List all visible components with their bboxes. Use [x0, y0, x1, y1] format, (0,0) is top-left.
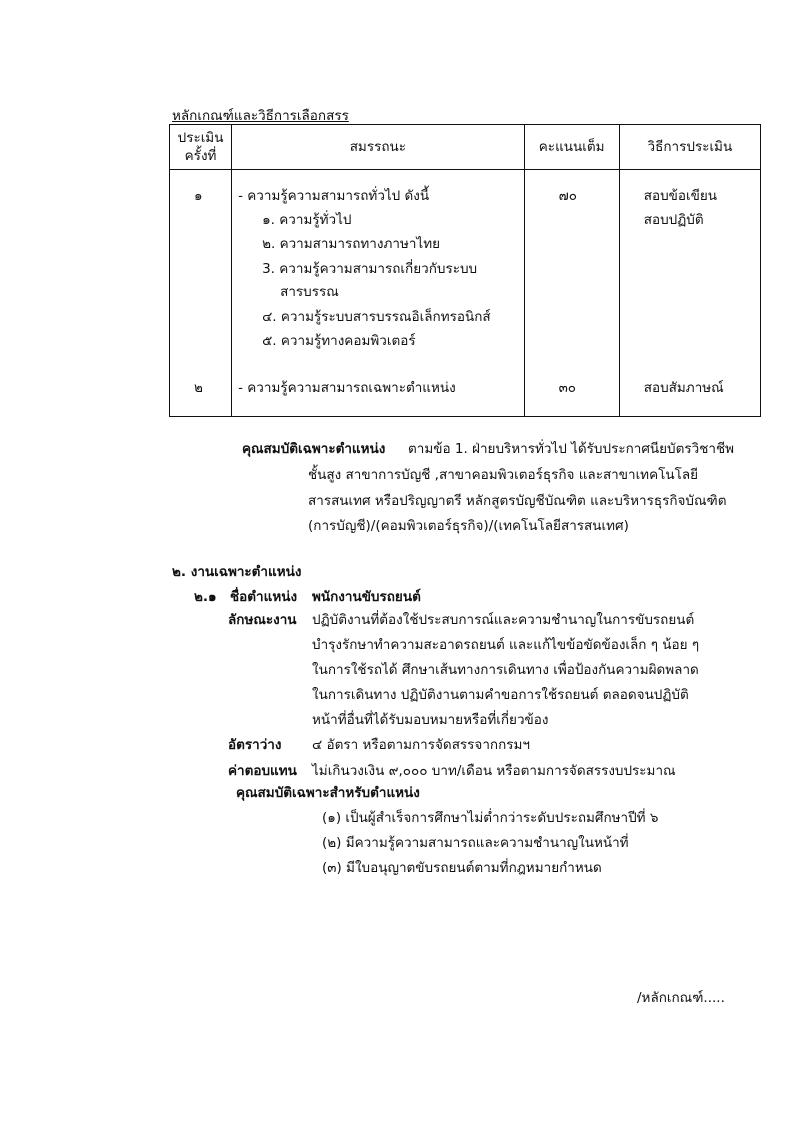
- table-header-row: [170, 125, 761, 170]
- qualification-item: (๓) มีใบอนุญาตขับรถยนต์ตามที่กฎหมายกำหนด: [322, 860, 602, 876]
- table-caption: หลักเกณฑ์และวิธีการเลือกสรร: [172, 108, 349, 124]
- pay-label: ค่าตอบแทน: [228, 763, 297, 779]
- method-2: สอบสัมภาษณ์: [643, 380, 724, 396]
- section-2-1-number: ๒.๑: [194, 589, 217, 605]
- method-cell: [619, 170, 760, 417]
- header-round-line2: ครั้งที่: [184, 148, 217, 164]
- round-2: ๒: [194, 380, 203, 396]
- competency-cell: [232, 170, 524, 417]
- qualification-label: คุณสมบัติเฉพาะตำแหน่ง: [242, 441, 386, 457]
- header-round-line1: ประเมิน: [177, 130, 224, 146]
- header-round: [170, 125, 232, 170]
- pay-value: ไม่เกินวงเงิน ๙,๐๐๐ บาท/เดือน หรือตามการจัดสรรงบประมาณ: [312, 763, 676, 779]
- method-1-line1: สอบข้อเขียน: [643, 188, 717, 204]
- competency-item: ๕. ความรู้ทางคอมพิวเตอร์: [262, 333, 416, 349]
- duty-line: ในการเดินทาง ปฏิบัติงานตามคำขอการใช้รถยนต์ ตลอดจนปฏิบัติ: [312, 687, 689, 703]
- competency-title-2: - ความรู้ความสามารถเฉพาะตำแหน่ง: [238, 380, 456, 396]
- header-method: วิธีการประเมิน: [619, 125, 760, 170]
- selection-criteria-table: [169, 124, 761, 417]
- header-full-score: คะแนนเต็ม: [524, 125, 619, 170]
- round-1: ๑: [194, 188, 203, 204]
- score-1: ๗๐: [558, 188, 577, 204]
- competency-item: 3. ความรู้ความสามารถเกี่ยวกับระบบ: [262, 261, 478, 277]
- qualification-item: (๑) เป็นผู้สำเร็จการศึกษาไม่ต่ำกว่าระดับประถมศึกษาปีที่ ๖: [322, 810, 659, 826]
- duty-label: ลักษณะงาน: [228, 612, 297, 628]
- competency-item: ๒. ความสามารถทางภาษาไทย: [262, 236, 441, 252]
- competency-item: ๔. ความรู้ระบบสารบรรณอิเล็กทรอนิกส์: [262, 309, 491, 325]
- duty-line: ปฏิบัติงานที่ต้องใช้ประสบการณ์และความชำนาญในการขับรถยนต์: [312, 612, 695, 628]
- position-value: พนักงานขับรถยนต์: [312, 589, 421, 605]
- table-row: [170, 170, 761, 417]
- header-competency: สมรรถนะ: [232, 125, 524, 170]
- duty-line: หน้าที่อื่นที่ได้รับมอบหมายหรือที่เกี่ยวข้อง: [312, 712, 549, 728]
- vacancy-label: อัตราว่าง: [228, 737, 282, 753]
- score-2: ๓๐: [558, 380, 577, 396]
- duty-line: บำรุงรักษาทำความสะอาดรถยนต์ และแก้ไขข้อขัดข้องเล็ก ๆ น้อย ๆ: [312, 637, 700, 653]
- continuation-note: /หลักเกณฑ์.....: [637, 990, 725, 1006]
- qualification-line: ชั้นสูง สาขาการบัญชี ,สาขาคอมพิวเตอร์ธุรกิจ และสาขาเทคโนโลยี: [308, 467, 699, 483]
- vacancy-value: ๔ อัตรา หรือตามการจัดสรรจากกรมฯ: [312, 737, 531, 753]
- score-cell: [524, 170, 619, 417]
- qualification-line: สารสนเทศ หรือปริญญาตรี หลักสูตรบัญชีบัณฑิต และบริหารธุรกิจบัณฑิต: [308, 493, 727, 509]
- method-1-line2: สอบปฏิบัติ: [643, 212, 704, 228]
- position-label: ชื่อตำแหน่ง: [230, 589, 298, 605]
- qualification-line: ตามข้อ 1. ฝ่ายบริหารทั่วไป ได้รับประกาศนียบัตรวิชาชีพ: [408, 441, 735, 457]
- section-2-heading: ๒. งานเฉพาะตำแหน่ง: [172, 564, 302, 580]
- duty-line: ในการใช้รถได้ ศึกษาเส้นทางการเดินทาง เพื่อป้องกันความผิดพลาด: [312, 662, 699, 678]
- competency-item: สารบรรณ: [280, 284, 339, 300]
- competency-title-1: - ความรู้ความสามารถทั่วไป ดังนี้: [238, 188, 430, 204]
- round-cell: [170, 170, 232, 417]
- position-qualification-label: คุณสมบัติเฉพาะสำหรับตำแหน่ง: [236, 785, 420, 801]
- qualification-line: (การบัญชี)/(คอมพิวเตอร์ธุรกิจ)/(เทคโนโลยีสารสนเทศ): [308, 518, 629, 534]
- competency-item: ๑. ความรู้ทั่วไป: [262, 212, 352, 228]
- qualification-item: (๒) มีความรู้ความสามารถและความชำนาญในหน้าที่: [322, 835, 629, 851]
